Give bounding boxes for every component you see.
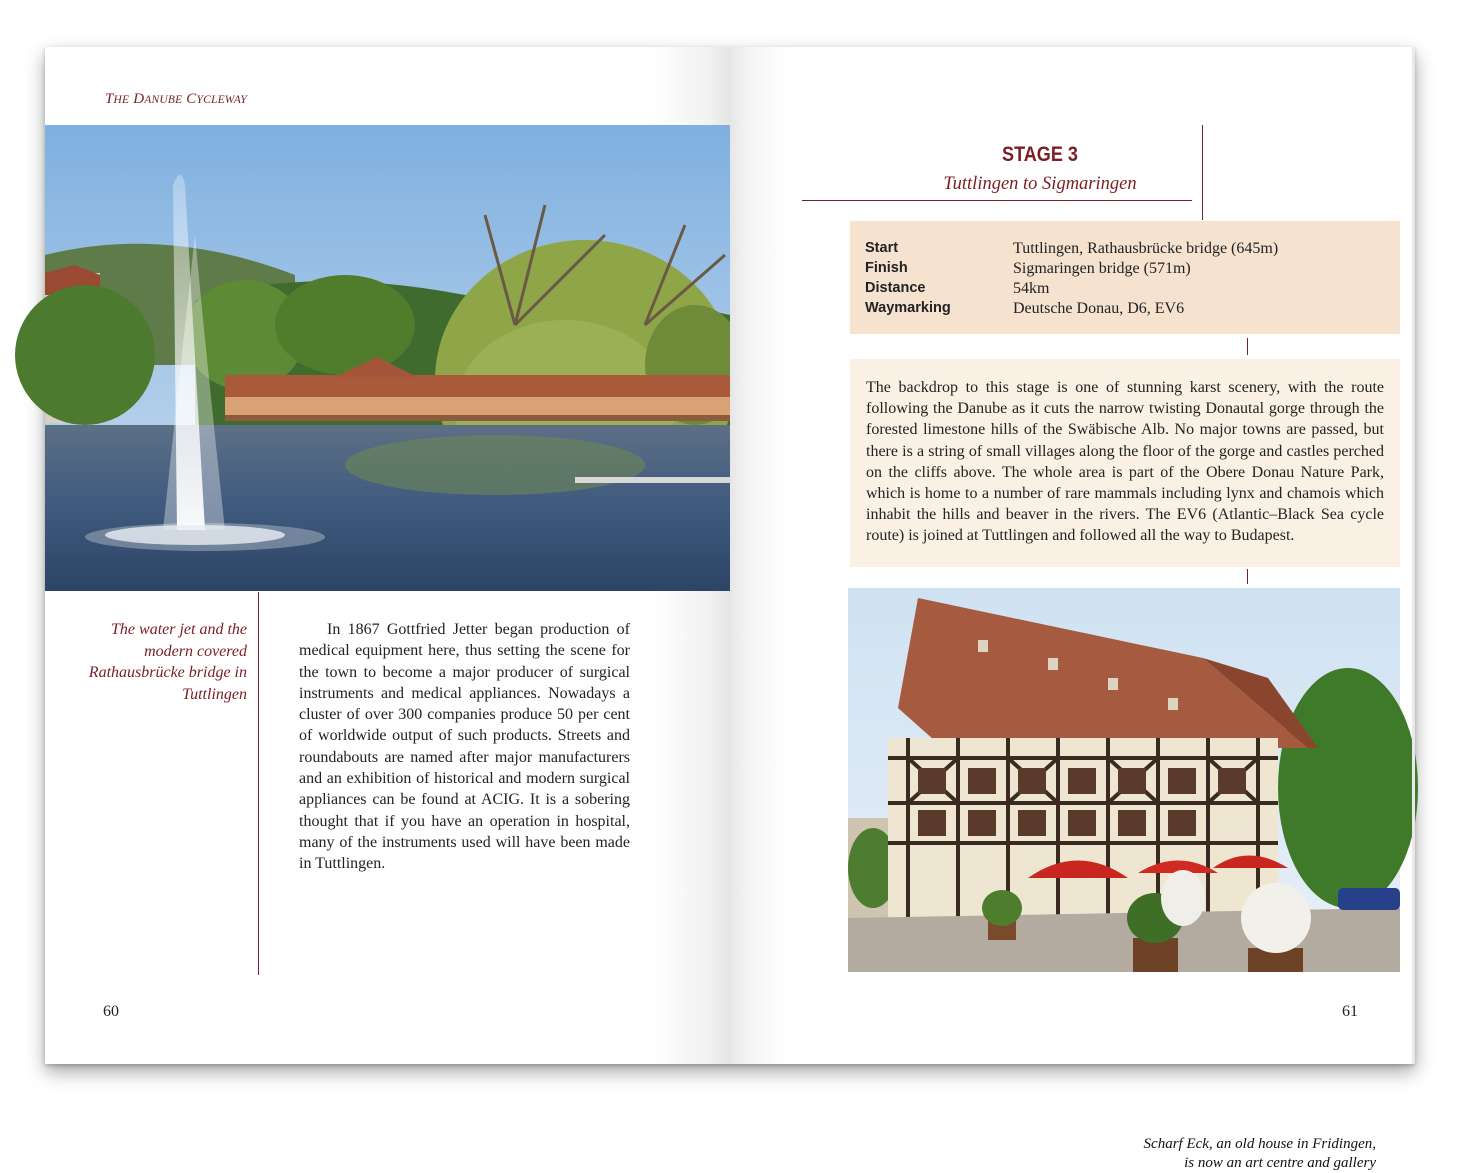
info-value: Sigmaringen bridge (571m): [1013, 260, 1191, 277]
page-number-right: 61: [1342, 1003, 1358, 1020]
running-head-initial: D: [133, 91, 145, 107]
caption-divider: [258, 592, 259, 975]
info-label: Waymarking: [865, 300, 951, 316]
info-label: Distance: [865, 280, 926, 296]
running-head: [105, 91, 247, 108]
connector-rule: [1247, 569, 1248, 584]
info-value: 54km: [1013, 280, 1050, 297]
running-head-word: ANUBE: [144, 94, 183, 106]
info-label: Finish: [865, 260, 908, 276]
page-number-left: 60: [103, 1003, 119, 1020]
stage-subtitle: Tuttlingen to Sigmaringen: [943, 174, 1137, 194]
stage-info-box: [850, 221, 1400, 334]
running-head-word: YCLEWAY: [196, 94, 247, 106]
stage-title: STAGE 3: [1002, 143, 1078, 166]
info-value: Deutsche Donau, D6, EV6: [1013, 300, 1185, 317]
photo-caption-right: [1076, 1135, 1376, 1173]
info-label: Start: [865, 240, 899, 256]
photo-caption-line: is now an art centre and gallery: [1184, 1155, 1376, 1171]
body-paragraph: In 1867 Gottfried Jetter began production of medical equipment here, thus setting the scene for the town to become a major producer of surgical instruments and medical appliances. Nowadays a cluster of over 300 companies produce 50 per cent of worldwide output of such products. Streets and roundabouts are named after major manufacturers and an exhibition of historical and modern surgical appliances can be found at ACIG. It is a sobering thought that if you have an operation in hospital, many of the instruments used will have been made in Tuttlingen.: [299, 621, 630, 873]
photo-caption-line: Scharf Eck, an old house in Fridingen,: [1143, 1136, 1376, 1152]
connector-rule: [1247, 338, 1248, 355]
running-head-initial: C: [186, 91, 197, 107]
stage-underline: [802, 200, 1192, 201]
stage-vertical-rule: [1202, 125, 1203, 220]
info-value: Tuttlingen, Rathausbrücke bridge (645m): [1013, 240, 1279, 257]
tuttlingen-fountain-photo: [45, 125, 730, 591]
left-page: [45, 47, 730, 1064]
book-spread: [45, 47, 1415, 1171]
intro-paragraph: The backdrop to this stage is one of stunning karst scenery, with the route following the Danube as it cuts the narrow twisting Donautal gorge through the forested limestone hills of the Swäbische Alb. No major towns are passed, but there is a string of small villages along the floor of the gorge and castles perched on the cliffs above. The whole area is part of the Obere Donau Nature Park, which is home to a number of rare mammals including lynx and chamois which inhabit the hills and beaver in the rivers. The EV6 (Atlantic–Black Sea cycle route) is joined at Tuttlingen and followed all the way to Budapest.: [866, 379, 1384, 545]
photo-caption: The water jet and the modern covered Rathausbrücke bridge in Tuttlingen: [88, 621, 247, 703]
running-head-initial: T: [105, 91, 114, 107]
right-page: [730, 47, 1415, 1171]
stage-intro-box: [850, 359, 1400, 567]
running-head-word: HE: [113, 94, 130, 106]
